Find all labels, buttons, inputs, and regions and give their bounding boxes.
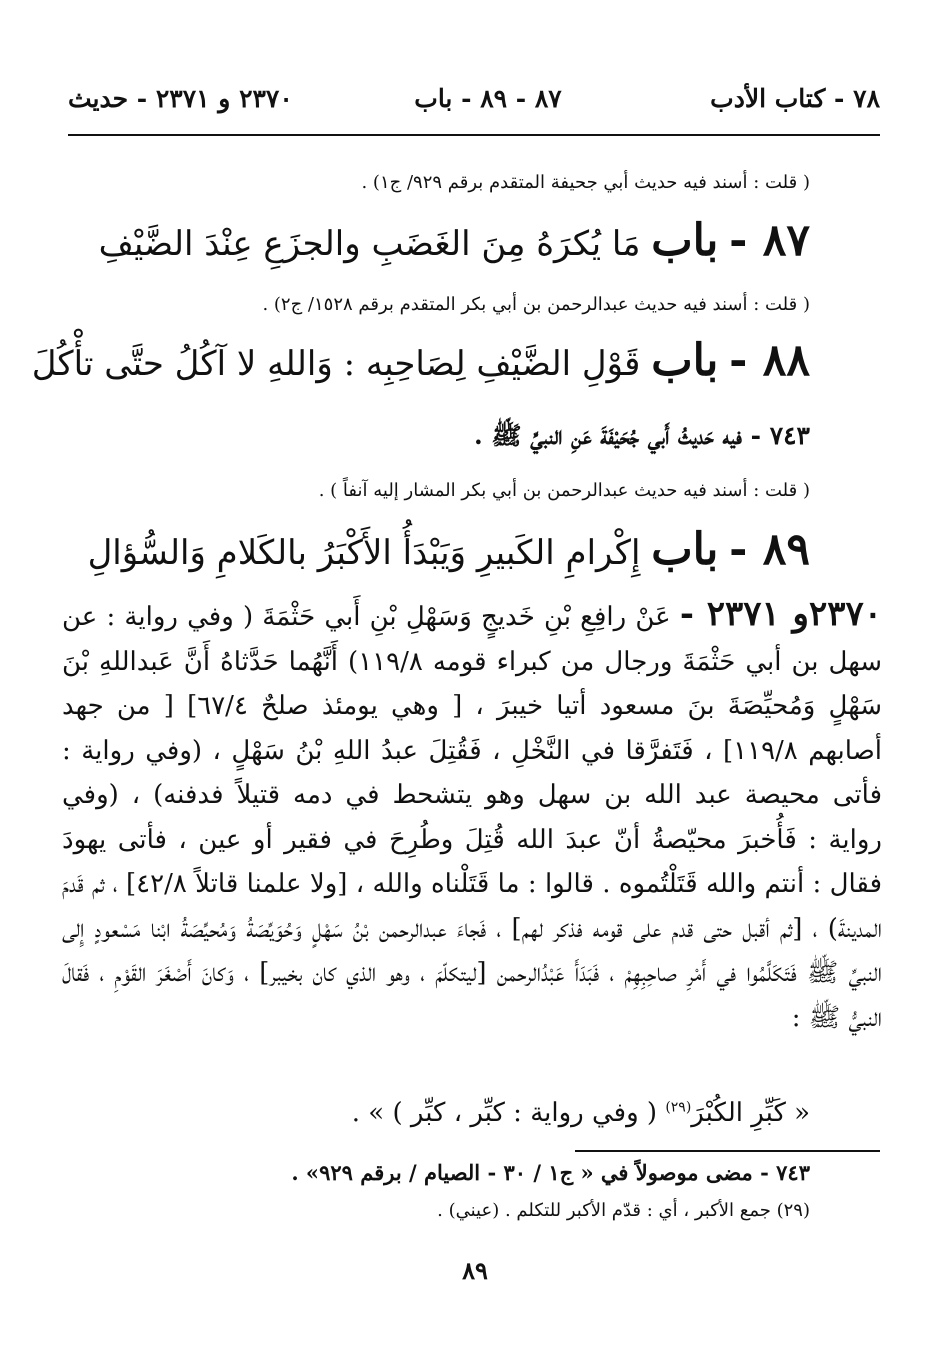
chapter-89-title: إِكْرامِ الكَبيرِ وَيَبْدَأُ الأَكْبَرُ بالكَلامِ وَالسُّؤالِ	[87, 533, 641, 573]
footnote-ref-29[interactable]: (٢٩)	[665, 1099, 692, 1116]
hadith-2370-2371	[62, 592, 882, 1040]
quote-main: « كَبِّرِ الكُبْرَ	[691, 1098, 810, 1128]
quote-rest: ( وفي رواية : كبِّر ، كبِّر ) » .	[351, 1098, 666, 1128]
chapter-88-bab: باب	[651, 335, 719, 386]
chapter-89-heading	[88, 524, 810, 575]
running-header	[68, 84, 880, 124]
editor-note-1: ( قلت : أسند فيه حديث أبي جحيفة المتقدم برقم ٩٢٩/ ج١) .	[361, 172, 810, 193]
footnote-divider	[575, 1150, 880, 1152]
chapter-89-bab: باب	[651, 524, 719, 575]
hadith-text: عَنْ رافِعِ بْنِ خَديجٍ وَسَهْلِ بْنِ أَبي حَثْمَةَ ( وفي رواية : عن سهل بن أبي حَثْمَةَ ورجال من كبراء قومه ١١٩/٨) أَنَّهُما حَدَّثاهُ أَنَّ عَبداللهِ بْنَ سَهْلٍ وَمُحيِّصَةَ بنَ مسعود أتيا خيبرَ ، [ وهي يومئذ صلحٌ ٦٧/٤] [ من جهد أصابهم ١١٩/٨] ، فَتَفرَّقا في النَّخْلِ ، فَقُتِلَ عبدُ اللهِ بْنُ سَهْلٍ ، (وفي رواية : فأتى محيصة عبد الله بن سهل وهو يتشحط في دمه قتيلاً فدفنه) ، (وفي رواية : فَأُخبرَ محيّصةُ أنّ عبدَ الله قُتِلَ وطُرِحَ في فقير أو عين ، فأتى يهودَ فقال : أنتم والله قَتَلْتُموه . قالوا : ما قَتَلْناه والله ، [ولا علمنا قاتلاً ٤٢/٨] ، ثم قَدمَ المدينةَ) ، [ثم أقبل حتى قدم على قومه فذكر لهم] ، فَجاءَ عبدالرحمن بْنُ سَهْلٍ وَحُوَيِّصَةُ وَمُحيِّصَةُ ابْنا مَسْعودٍ إِلى النبيِّ ﷺ فَتَكَلَّمُوا في أَمْرِ صاحِبِهِمْ ، فَبَدَأَ عَبْدُالرحمن [ليتكلّمَ ، وهو الذي كان بخيبر] ، وَكانَ أَصْغَرَ القَوْمِ ، فَقالَ النبيُّ ﷺ :	[62, 602, 883, 1033]
header-book-title: ٧٨ - كتاب الأدب	[710, 84, 880, 113]
footnote-29: (٢٩) جمع الأكبر ، أي : قدّم الأكبر للتكلم . (عيني) .	[437, 1200, 810, 1221]
hadith-number: ٢٣٧٠و ٢٣٧١ -	[679, 594, 883, 634]
editor-note-2: ( قلت : أسند فيه حديث عبدالرحمن بن أبي بكر المتقدم برقم ١٥٢٨/ ج٢) .	[262, 294, 810, 315]
prophet-quote	[352, 1098, 810, 1128]
chapter-88-heading	[32, 335, 810, 386]
chapter-87-bab: باب	[651, 215, 719, 266]
chapter-87-number: ٨٧ -	[729, 215, 810, 266]
footnote-743: ٧٤٣ - مضى موصولاً في « ج١ / ٣٠ - الصيام / برقم ٩٢٩» .	[291, 1160, 810, 1185]
header-divider	[68, 134, 880, 136]
editor-note-3: ( قلت : أسند فيه حديث عبدالرحمن بن أبي بكر المشار إليه آنفاً ) .	[318, 480, 810, 501]
chapter-88-title: قَوْلِ الضَّيْفِ لِصَاحِبِه : وَاللهِ لا آكُلُ حتَّى تأْكُلَ	[31, 344, 641, 384]
chapter-88-number: ٨٨ -	[729, 335, 810, 386]
chapter-87-heading	[99, 215, 810, 266]
chapter-89-number: ٨٩ -	[729, 524, 810, 575]
header-chapter-range: ٨٧ - ٨٩ - باب	[414, 84, 562, 113]
page-number: ٨٩	[462, 1256, 488, 1285]
hadith-743: ٧٤٣ - فيه حَديثُ أَبي جُحَيْفَةَ عَنِ النبيِّ ﷺ .	[473, 421, 810, 450]
chapter-87-title: مَا يُكرَهُ مِنَ الغَضَبِ والجزَعِ عِنْدَ الضَّيْفِ	[98, 224, 641, 264]
header-hadith-range: ٢٣٧٠ و ٢٣٧١ - حديث	[68, 84, 293, 113]
